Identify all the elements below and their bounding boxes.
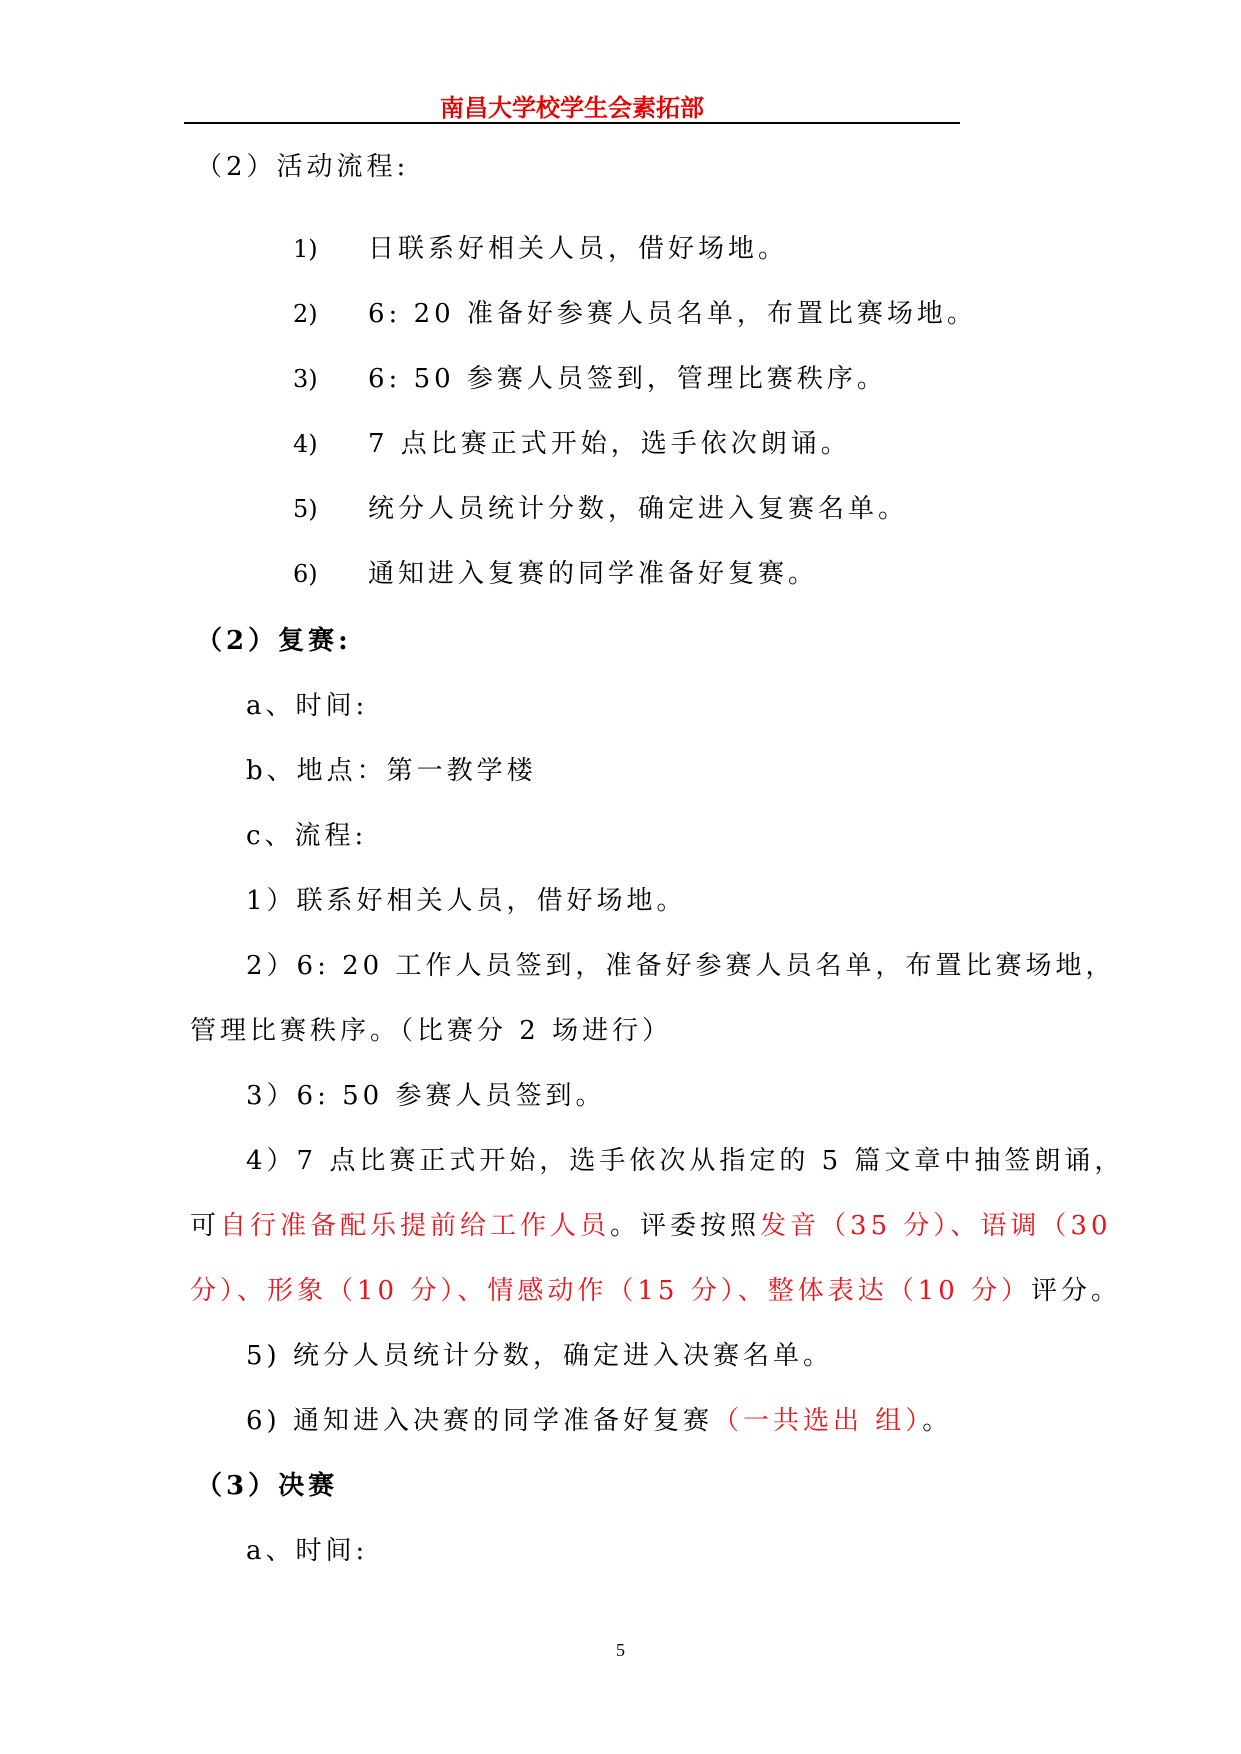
prelim-flow-item-text: 6: 20 准备好参赛人员名单，布置比赛场地。 — [368, 299, 977, 329]
page-header-title: 南昌大学校学生会素拓部 — [440, 94, 704, 122]
prelim-flow-item-number: 5) — [293, 495, 318, 523]
semifinal-step-3: 3）6: 50 参赛人员签到。 — [246, 1081, 606, 1111]
semifinal-place: b、地点：第一教学楼 — [246, 756, 537, 786]
prelim-flow-heading: （2）活动流程: — [196, 152, 410, 182]
step4-text-3: 评分。 — [1031, 1276, 1122, 1306]
semifinal-heading: （2）复赛: — [196, 626, 352, 656]
prelim-flow-item-text: 通知进入复赛的同学准备好复赛。 — [368, 559, 819, 589]
semifinal-step-6 — [246, 1404, 952, 1438]
semifinal-step-4-line-3 — [190, 1274, 1121, 1308]
step4-highlight-scoring-1: 发音（35 分）、语调（30 — [760, 1211, 1112, 1241]
step4-text-1: 可 — [190, 1211, 221, 1241]
semifinal-step-2-line-1: 2）6: 20 工作人员签到，准备好参赛人员名单，布置比赛场地， — [246, 951, 1116, 981]
semifinal-time: a、时间: — [246, 691, 369, 721]
semifinal-step-1: 1）联系好相关人员，借好场地。 — [246, 886, 687, 916]
page-number: 5 — [616, 1640, 625, 1660]
prelim-flow-item-number: 6) — [293, 560, 318, 588]
prelim-flow-item-number: 4) — [293, 430, 318, 458]
step6-text-2: 。 — [922, 1406, 953, 1436]
prelim-flow-item-number: 2) — [293, 300, 318, 328]
prelim-flow-item-text: 日联系好相关人员，借好场地。 — [368, 234, 789, 264]
semifinal-step-5: 5) 统分人员统计分数，确定进入决赛名单。 — [246, 1341, 833, 1371]
prelim-flow-item-text: 统分人员统计分数，确定进入复赛名单。 — [368, 494, 909, 524]
step4-highlight-scoring-2: 分）、形象（10 分）、情感动作（15 分）、整体表达（10 分） — [190, 1276, 1032, 1306]
step6-highlight-groups: （一共选出 组） — [712, 1406, 923, 1436]
semifinal-step-2-line-2: 管理比赛秩序。（比赛分 2 场进行） — [190, 1016, 673, 1046]
step6-text-1: 6) 通知进入决赛的同学准备好复赛 — [246, 1406, 713, 1436]
step4-text-2: 。评委按照 — [610, 1211, 761, 1241]
semifinal-step-4-line-1: 4）7 点比赛正式开始，选手依次从指定的 5 篇文章中抽签朗诵， — [246, 1146, 1125, 1176]
final-time: a、时间: — [246, 1536, 369, 1566]
step4-highlight-music: 自行准备配乐提前给工作人员 — [220, 1211, 611, 1241]
header-divider — [184, 122, 960, 124]
semifinal-step-4-line-2 — [190, 1209, 1111, 1243]
prelim-flow-item-text: 6: 50 参赛人员签到，管理比赛秩序。 — [368, 364, 887, 394]
final-heading: （3）决赛 — [196, 1471, 339, 1501]
semifinal-flow-label: c、流程: — [246, 821, 368, 851]
prelim-flow-item-text: 7 点比赛正式开始，选手依次朗诵。 — [368, 429, 851, 459]
prelim-flow-item-number: 3) — [293, 365, 318, 393]
prelim-flow-item-number: 1) — [293, 235, 318, 263]
